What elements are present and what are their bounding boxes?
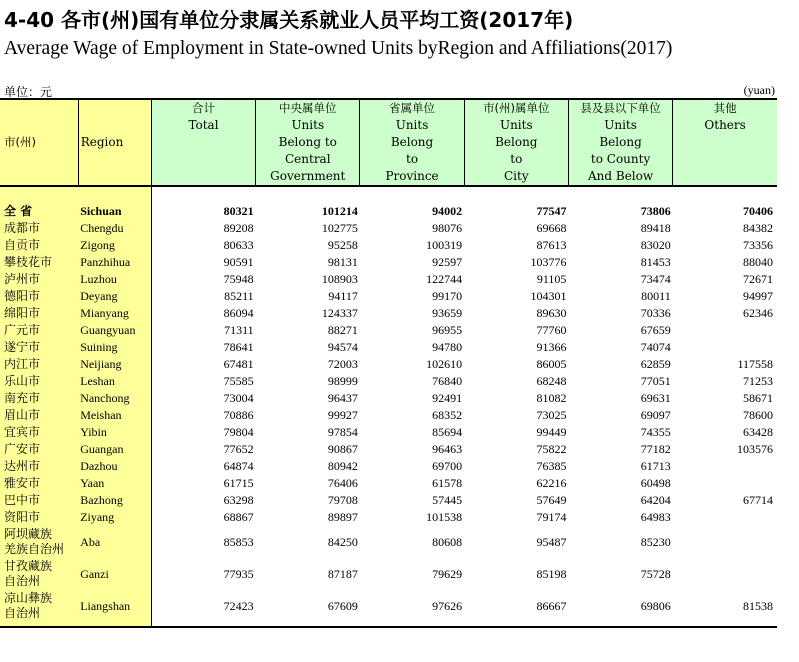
value-total: 80633 xyxy=(223,238,254,252)
value-central: 101214 xyxy=(321,204,358,218)
region-name-en: Luzhou xyxy=(78,271,151,288)
table-row xyxy=(0,322,777,339)
value-city: 86667 xyxy=(536,598,567,613)
value-county: 67659 xyxy=(640,323,671,337)
value-total: 78641 xyxy=(223,340,254,354)
value-city: 91105 xyxy=(536,272,567,286)
value-central: 94574 xyxy=(327,340,358,354)
value-total: 77652 xyxy=(223,442,254,456)
value-county: 81453 xyxy=(640,255,671,269)
value-central: 87187 xyxy=(327,566,358,581)
unit-label-english: (yuan) xyxy=(743,83,775,97)
value-city: 89630 xyxy=(536,306,567,320)
value-others xyxy=(673,339,777,356)
region-name-en: Meishan xyxy=(78,407,151,424)
value-central: 98131 xyxy=(327,255,358,269)
region-name-cn: 达州市 xyxy=(0,458,78,475)
header-province xyxy=(360,99,464,186)
value-others: 84382 xyxy=(743,221,773,235)
value-province: 80608 xyxy=(432,534,463,549)
table-row xyxy=(0,441,777,458)
region-name-en: Leshan xyxy=(78,373,151,390)
region-name-en: Ganzi xyxy=(78,558,151,590)
value-others: 117558 xyxy=(737,357,773,371)
value-total: 90591 xyxy=(223,255,254,269)
header-province-en-4: Province xyxy=(385,169,439,183)
region-name-cn: 攀枝花市 xyxy=(0,254,78,271)
value-county: 64983 xyxy=(640,510,671,524)
header-central-en-2: Belong to xyxy=(278,135,337,149)
table-row xyxy=(0,305,777,322)
value-city: 104301 xyxy=(530,289,567,303)
header-others-en: Others xyxy=(704,118,746,132)
value-central: 97854 xyxy=(327,425,358,439)
region-name-cn: 资阳市 xyxy=(0,509,78,526)
header-central-en-1: Units xyxy=(291,118,325,132)
value-county: 77051 xyxy=(640,374,671,388)
value-total: 68867 xyxy=(223,510,254,524)
region-name-en: Yibin xyxy=(78,424,151,441)
value-central: 79708 xyxy=(327,493,358,507)
value-others: 58671 xyxy=(743,391,773,405)
table-row xyxy=(0,590,777,622)
header-province-en-1: Units xyxy=(395,118,429,132)
value-county: 80011 xyxy=(641,289,671,303)
value-central: 76406 xyxy=(327,476,358,490)
header-city-en-2: Belong xyxy=(495,135,538,149)
value-total: 75948 xyxy=(223,272,254,286)
value-central: 80942 xyxy=(327,459,358,473)
value-county: 69097 xyxy=(640,408,671,422)
value-central: 89897 xyxy=(327,510,358,524)
value-province: 97626 xyxy=(432,598,463,613)
value-county: 64204 xyxy=(640,493,671,507)
value-others: 67714 xyxy=(743,493,773,507)
value-county: 73806 xyxy=(640,204,671,218)
value-others xyxy=(673,558,777,590)
region-name-cn: 遂宁市 xyxy=(0,339,78,356)
value-province: 79629 xyxy=(432,566,463,581)
value-province: 92597 xyxy=(432,255,463,269)
value-total: 85853 xyxy=(223,534,254,549)
region-name-en: Guangyuan xyxy=(78,322,151,339)
value-city: 103776 xyxy=(530,255,567,269)
header-province-en-2: Belong xyxy=(390,135,434,149)
value-city: 95487 xyxy=(536,534,567,549)
value-province: 93659 xyxy=(432,306,463,320)
value-others: 70406 xyxy=(743,204,773,218)
value-total: 63298 xyxy=(223,493,254,507)
value-province: 101538 xyxy=(426,510,463,524)
region-name-en: Yaan xyxy=(78,475,151,492)
region-name-en: Nanchong xyxy=(78,390,151,407)
header-province-en-3: to xyxy=(406,152,419,166)
value-city: 62216 xyxy=(536,476,567,490)
header-total-en: Total xyxy=(188,118,219,132)
value-city: 99449 xyxy=(536,425,567,439)
header-others-cn: 其他 xyxy=(713,101,737,115)
region-name-en: Guangan xyxy=(78,441,151,458)
region-name-cn: 乐山市 xyxy=(0,373,78,390)
value-central: 98999 xyxy=(327,374,358,388)
wage-table xyxy=(0,98,777,628)
value-province: 68352 xyxy=(432,408,463,422)
value-city: 77760 xyxy=(536,323,567,337)
value-province: 85694 xyxy=(432,425,463,439)
header-county xyxy=(568,99,672,186)
value-central: 94117 xyxy=(328,289,358,303)
value-city: 91366 xyxy=(536,340,567,354)
unit-label-chinese: 单位：元 xyxy=(4,85,53,99)
region-name-cn xyxy=(0,526,78,558)
value-province: 76840 xyxy=(432,374,463,388)
region-name-cn-line: 阿坝藏族 xyxy=(4,527,53,541)
header-county-en-3: to County xyxy=(590,152,651,166)
value-others: 71253 xyxy=(743,374,773,388)
header-county-en-4: And Below xyxy=(587,169,654,183)
total-row xyxy=(0,203,777,220)
value-others: 62346 xyxy=(743,306,773,320)
value-total: 71311 xyxy=(224,323,254,337)
table-row xyxy=(0,339,777,356)
value-city: 85198 xyxy=(536,566,567,581)
region-name-en: Suining xyxy=(78,339,151,356)
value-total: 75585 xyxy=(223,374,254,388)
region-name-en: Deyang xyxy=(78,288,151,305)
value-province: 102610 xyxy=(426,357,463,371)
value-county: 77182 xyxy=(640,442,671,456)
header-row xyxy=(0,99,777,186)
header-central xyxy=(256,99,360,186)
table-title-chinese: 4-40 各市(州)国有单位分隶属关系就业人员平均工资(2017年) xyxy=(4,8,574,32)
value-city: 79174 xyxy=(536,510,567,524)
value-total: 64874 xyxy=(223,459,254,473)
value-province: 96463 xyxy=(432,442,463,456)
header-county-en-1: Units xyxy=(604,118,637,132)
table-row xyxy=(0,492,777,509)
table-row xyxy=(0,558,777,590)
table-row xyxy=(0,254,777,271)
value-others: 88040 xyxy=(743,255,773,269)
value-central: 84250 xyxy=(327,534,358,549)
value-total: 86094 xyxy=(223,306,254,320)
value-county: 69631 xyxy=(640,391,671,405)
region-name-cn: 德阳市 xyxy=(0,288,78,305)
value-county: 60498 xyxy=(640,476,671,490)
region-name-cn-line: 甘孜藏族 xyxy=(4,559,53,573)
header-total xyxy=(151,99,255,186)
value-county: 62859 xyxy=(640,357,671,371)
value-others: 103576 xyxy=(737,442,773,456)
region-name-cn: 眉山市 xyxy=(0,407,78,424)
region-name-cn: 成都市 xyxy=(0,220,78,237)
value-total: 77935 xyxy=(223,566,254,581)
value-city: 77547 xyxy=(536,204,567,218)
value-city: 69668 xyxy=(536,221,567,235)
region-name-en: Liangshan xyxy=(78,590,151,622)
value-central: 95258 xyxy=(327,238,358,252)
value-county: 73474 xyxy=(640,272,671,286)
region-name-cn: 内江市 xyxy=(0,356,78,373)
value-central: 99927 xyxy=(327,408,358,422)
header-city-en-3: to xyxy=(510,152,523,166)
value-province: 96955 xyxy=(432,323,463,337)
value-total: 79804 xyxy=(223,425,254,439)
header-region-en: Region xyxy=(78,99,151,186)
header-total-cn: 合计 xyxy=(192,101,215,115)
value-total: 72423 xyxy=(223,598,254,613)
value-others: 81538 xyxy=(743,598,773,613)
header-central-en-4: Government xyxy=(270,169,346,183)
header-city xyxy=(464,99,568,186)
header-central-cn: 中央属单位 xyxy=(279,101,337,115)
region-name-en: Aba xyxy=(78,526,151,558)
value-county: 75728 xyxy=(640,566,671,581)
value-others xyxy=(673,322,777,339)
table-row xyxy=(0,390,777,407)
table-row xyxy=(0,356,777,373)
value-total: 61715 xyxy=(223,476,254,490)
table-row xyxy=(0,458,777,475)
table-row xyxy=(0,220,777,237)
table-title-english: Average Wage of Employment in State-owned Units byRegion and Affiliations(2017) xyxy=(4,38,673,59)
value-province: 94002 xyxy=(432,204,463,218)
value-others xyxy=(673,509,777,526)
value-others: 73356 xyxy=(743,238,773,252)
table-row xyxy=(0,373,777,390)
table-row xyxy=(0,526,777,558)
value-county: 74074 xyxy=(640,340,671,354)
value-others: 78600 xyxy=(743,408,773,422)
value-central: 96437 xyxy=(327,391,358,405)
value-total: 85211 xyxy=(224,289,254,303)
value-province: 57445 xyxy=(432,493,463,507)
value-city: 76385 xyxy=(536,459,567,473)
value-city: 68248 xyxy=(536,374,567,388)
region-name-en: Sichuan xyxy=(78,203,151,220)
table-row xyxy=(0,509,777,526)
spacer-row xyxy=(0,186,777,203)
header-others xyxy=(673,99,777,186)
value-central: 102775 xyxy=(321,221,358,235)
value-total: 70886 xyxy=(223,408,254,422)
value-city: 86005 xyxy=(536,357,567,371)
header-county-cn: 县及县以下单位 xyxy=(580,101,661,115)
value-province: 92491 xyxy=(432,391,463,405)
value-county: 83020 xyxy=(640,238,671,252)
value-city: 81082 xyxy=(536,391,567,405)
value-city: 73025 xyxy=(536,408,567,422)
value-central: 108903 xyxy=(321,272,358,286)
value-total: 80321 xyxy=(223,204,254,218)
header-city-en-1: Units xyxy=(499,118,533,132)
region-name-en: Mianyang xyxy=(78,305,151,322)
region-name-cn-line: 自治州 xyxy=(4,606,41,620)
value-province: 99170 xyxy=(432,289,463,303)
region-name-cn: 雅安市 xyxy=(0,475,78,492)
region-name-cn: 南充市 xyxy=(0,390,78,407)
region-name-cn-line: 羌族自治州 xyxy=(4,542,65,556)
region-name-cn-line: 自治州 xyxy=(4,574,41,588)
header-city-cn: 市(州)属单位 xyxy=(483,101,550,115)
region-name-cn xyxy=(0,558,78,590)
header-county-en-2: Belong xyxy=(599,135,642,149)
value-county: 89418 xyxy=(640,221,671,235)
table-bottom-rule xyxy=(0,622,777,627)
value-central: 72003 xyxy=(327,357,358,371)
table-row xyxy=(0,424,777,441)
region-name-en: Zigong xyxy=(78,237,151,254)
header-province-cn: 省属单位 xyxy=(389,101,436,115)
value-total: 67481 xyxy=(223,357,254,371)
region-name-cn: 巴中市 xyxy=(0,492,78,509)
table-row xyxy=(0,237,777,254)
value-county: 85230 xyxy=(640,534,671,549)
region-name-cn: 广安市 xyxy=(0,441,78,458)
table-row xyxy=(0,407,777,424)
table-row xyxy=(0,475,777,492)
region-name-en: Neijiang xyxy=(78,356,151,373)
value-total: 89208 xyxy=(223,221,254,235)
table-row xyxy=(0,288,777,305)
value-county: 61713 xyxy=(640,459,671,473)
value-central: 88271 xyxy=(327,323,358,337)
region-name-cn: 广元市 xyxy=(0,322,78,339)
value-others xyxy=(673,526,777,558)
value-others xyxy=(673,475,777,492)
value-county: 74355 xyxy=(640,425,671,439)
value-county: 69806 xyxy=(640,598,671,613)
region-name-en: Dazhou xyxy=(78,458,151,475)
region-name-cn: 绵阳市 xyxy=(0,305,78,322)
table-row xyxy=(0,271,777,288)
value-others xyxy=(673,458,777,475)
region-name-en: Ziyang xyxy=(78,509,151,526)
header-central-en-3: Central xyxy=(284,152,331,166)
region-name-en: Chengdu xyxy=(78,220,151,237)
header-region-cn: 市(州) xyxy=(0,99,78,186)
region-name-cn-line: 凉山彝族 xyxy=(4,591,53,605)
value-others: 94997 xyxy=(743,289,773,303)
value-province: 98076 xyxy=(432,221,463,235)
value-central: 67609 xyxy=(327,598,358,613)
table-body xyxy=(0,186,777,627)
value-province: 122744 xyxy=(426,272,463,286)
value-central: 90867 xyxy=(327,442,358,456)
header-city-en-4: City xyxy=(503,169,529,183)
value-city: 57649 xyxy=(536,493,567,507)
value-city: 87613 xyxy=(536,238,567,252)
value-province: 69700 xyxy=(432,459,463,473)
region-name-cn: 自贡市 xyxy=(0,237,78,254)
value-city: 75822 xyxy=(536,442,567,456)
region-name-cn xyxy=(0,590,78,622)
region-name-en: Panzhihua xyxy=(78,254,151,271)
region-name-cn: 宜宾市 xyxy=(0,424,78,441)
value-central: 124337 xyxy=(321,306,358,320)
region-name-cn: 泸州市 xyxy=(0,271,78,288)
value-county: 70336 xyxy=(640,306,671,320)
value-others: 63428 xyxy=(743,425,773,439)
value-others: 72671 xyxy=(743,272,773,286)
value-total: 73004 xyxy=(223,391,254,405)
value-province: 100319 xyxy=(426,238,463,252)
region-name-en: Bazhong xyxy=(78,492,151,509)
region-name-cn: 全 省 xyxy=(0,203,78,220)
value-province: 94780 xyxy=(432,340,463,354)
value-province: 61578 xyxy=(432,476,463,490)
